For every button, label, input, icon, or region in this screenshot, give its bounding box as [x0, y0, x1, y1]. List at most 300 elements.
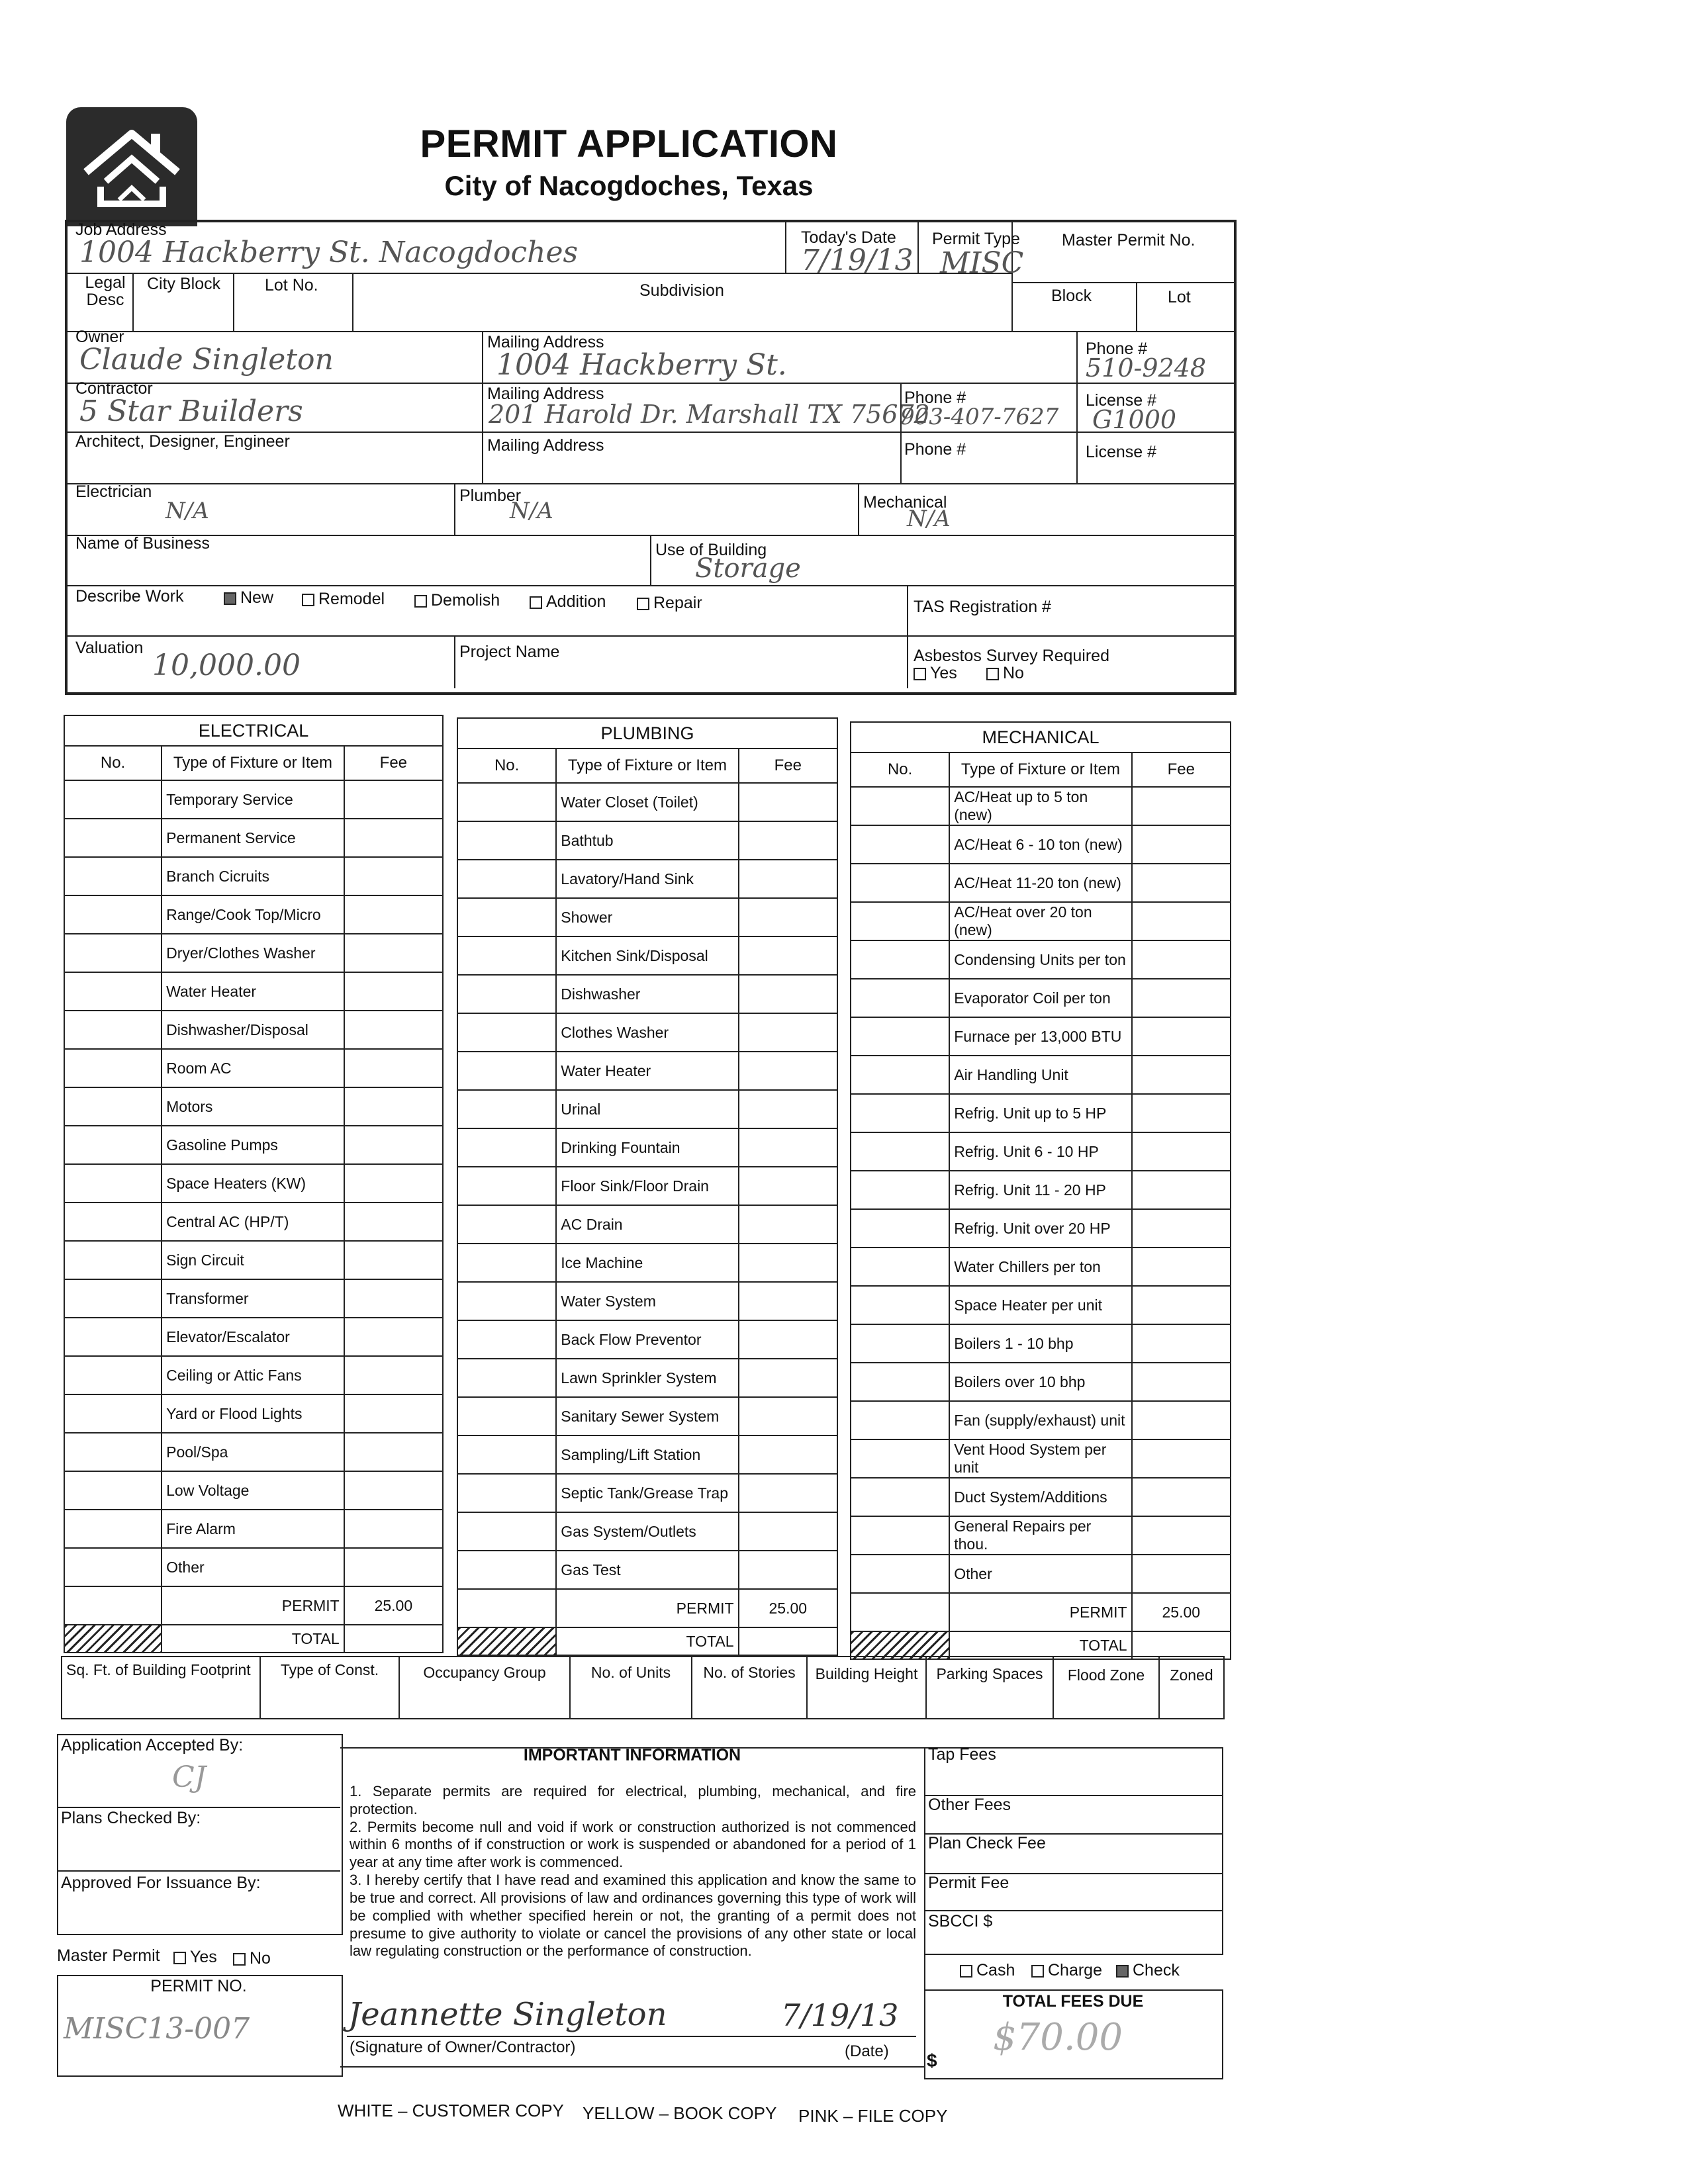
fee-cell[interactable] [344, 1471, 443, 1510]
fixture-item: Gas System/Outlets [556, 1512, 738, 1551]
table-row [457, 1282, 837, 1320]
quantity-cell[interactable] [851, 1094, 949, 1132]
fixture-item: Other [162, 1548, 344, 1586]
quantity-cell[interactable] [457, 1128, 556, 1167]
building-height-cell[interactable]: Building Height [808, 1657, 927, 1718]
col-type-header: Type of Fixture or Item [162, 746, 344, 780]
fixture-item: Dryer/Clothes Washer [162, 934, 344, 972]
quantity-cell[interactable] [851, 787, 949, 825]
total-fees-value[interactable]: $70.00 [993, 2016, 1123, 2059]
quantity-cell[interactable] [457, 1282, 556, 1320]
fee-cell[interactable] [1132, 864, 1231, 902]
approved-for-issuance-label: Approved For Issuance By: [61, 1874, 261, 1892]
fixture-item: Urinal [556, 1090, 738, 1128]
fixture-item: Boilers over 10 bhp [949, 1363, 1131, 1401]
fee-cell[interactable] [739, 1435, 837, 1474]
quantity-cell[interactable] [457, 1474, 556, 1512]
fixture-item: Water Closet (Toilet) [556, 783, 738, 821]
fee-cell[interactable] [344, 1279, 443, 1318]
quantity-cell[interactable] [457, 1013, 556, 1052]
fixture-item: Sign Circuit [162, 1241, 344, 1279]
work-remodel-checkbox[interactable] [302, 594, 314, 606]
fee-cell[interactable] [344, 1049, 443, 1087]
table-title: PLUMBING [457, 718, 837, 749]
signature-label: (Signature of Owner/Contractor) [350, 2038, 576, 2056]
permit-label: PERMIT [162, 1586, 344, 1625]
table-row [851, 1171, 1231, 1209]
fixture-item: Lawn Sprinkler System [556, 1359, 738, 1397]
contractor-value[interactable]: 5 Star Builders [79, 394, 303, 428]
fee-cell[interactable] [1132, 979, 1231, 1017]
fee-cell[interactable] [344, 1087, 443, 1126]
quantity-cell[interactable] [851, 1017, 949, 1056]
col-no-header: No. [64, 746, 162, 780]
total-label: TOTAL [949, 1631, 1131, 1659]
table-row [64, 1548, 443, 1586]
fee-cell[interactable] [739, 1090, 837, 1128]
work-addition-option[interactable]: Addition [530, 593, 606, 610]
fixture-item: Air Handling Unit [949, 1056, 1131, 1094]
table-row [851, 787, 1231, 825]
quantity-cell[interactable] [851, 825, 949, 864]
col-type-header: Type of Fixture or Item [949, 752, 1131, 787]
plumber-value[interactable]: N/A [510, 498, 553, 524]
quantity-cell[interactable] [64, 1087, 162, 1126]
fee-cell[interactable] [1132, 1401, 1231, 1439]
table-row [64, 1356, 443, 1394]
quantity-cell[interactable] [457, 1551, 556, 1589]
master-permit-yes-option[interactable]: Yes [173, 1948, 217, 1966]
white-copy-label: WHITE – CUSTOMER COPY [338, 2101, 564, 2120]
quantity-cell[interactable] [64, 1011, 162, 1049]
quantity-cell[interactable] [851, 1363, 949, 1401]
quantity-cell[interactable] [64, 1433, 162, 1471]
check-checkbox[interactable] [1116, 1965, 1129, 1978]
asbestos-no-option[interactable]: No [986, 664, 1024, 682]
table-row [457, 1320, 837, 1359]
fixture-item: Refrig. Unit 6 - 10 HP [949, 1132, 1131, 1171]
table-title: ELECTRICAL [64, 715, 443, 746]
quantity-cell[interactable] [64, 819, 162, 857]
table-row [457, 1205, 837, 1244]
electrician-value[interactable]: N/A [165, 498, 209, 524]
fixture-item: Water Heater [162, 972, 344, 1011]
table-row [851, 902, 1231, 940]
cash-checkbox[interactable] [960, 1965, 972, 1978]
fixture-item: Elevator/Escalator [162, 1318, 344, 1356]
permit-type-value[interactable]: MISC [940, 246, 1024, 280]
info-paragraph-1: 1. Separate permits are required for electrical, plumbing, mechanical, and fire protection. [350, 1783, 916, 1817]
quantity-cell[interactable] [457, 898, 556, 936]
hatched-cell [64, 1625, 162, 1653]
payment-check-option[interactable]: Check [1116, 1962, 1180, 1979]
contractor-phone-label: Phone # [904, 388, 966, 407]
fee-cell[interactable] [1132, 1555, 1231, 1593]
quantity-cell[interactable] [64, 1356, 162, 1394]
mechanical-value[interactable]: N/A [907, 506, 951, 532]
table-row [851, 1516, 1231, 1555]
master-permit-label: Master Permit [57, 1946, 160, 1965]
sq-ft-cell[interactable]: Sq. Ft. of Building Footprint [62, 1657, 261, 1718]
quantity-cell[interactable] [64, 1394, 162, 1433]
fee-cell[interactable] [1132, 940, 1231, 979]
work-repair-checkbox[interactable] [637, 598, 649, 610]
total-label: TOTAL [162, 1625, 344, 1653]
total-fee-cell[interactable] [344, 1625, 443, 1653]
quantity-cell[interactable] [851, 1056, 949, 1094]
city-logo [66, 107, 197, 226]
city-block-label: City Block [147, 275, 221, 293]
fee-cell[interactable] [1132, 1094, 1231, 1132]
table-row [851, 1324, 1231, 1363]
quantity-cell[interactable] [851, 902, 949, 940]
table-row [457, 1359, 837, 1397]
fee-cell[interactable] [739, 1397, 837, 1435]
table-row [64, 1241, 443, 1279]
total-fee-cell[interactable] [739, 1627, 837, 1655]
fee-cell[interactable] [344, 934, 443, 972]
fee-cell[interactable] [344, 1510, 443, 1548]
job-address-label: Job Address [75, 220, 167, 239]
fee-cell[interactable] [1132, 1439, 1231, 1478]
fee-cell[interactable] [344, 1126, 443, 1164]
table-title: MECHANICAL [851, 722, 1231, 752]
table-row [851, 1439, 1231, 1478]
contractor-label: Contractor [75, 379, 153, 398]
quantity-cell[interactable] [457, 975, 556, 1013]
electrical-table [64, 715, 444, 1653]
table-row [64, 1471, 443, 1510]
quantity-cell[interactable] [851, 1516, 949, 1555]
table-row [64, 1011, 443, 1049]
owner-phone-value[interactable]: 510-9248 [1086, 353, 1207, 383]
quantity-cell[interactable] [64, 1126, 162, 1164]
fixture-item: Temporary Service [162, 780, 344, 819]
quantity-cell[interactable] [851, 1324, 949, 1363]
work-remodel-option[interactable]: Remodel [302, 590, 385, 608]
quantity-cell[interactable] [457, 1244, 556, 1282]
fixture-item: Fan (supply/exhaust) unit [949, 1401, 1131, 1439]
info-paragraph-3: 3. I hereby certify that I have read and examined this application and know the same to be true and correct. All provisions of law and ordinances governing this type of work will be complied with whether specified herein or not, the granting of a permit does not presume to give authority to violate or cancel the provisions of any other state or local law regulating construction or the performance of construction. [350, 1872, 916, 1960]
page-subtitle: City of Nacogdoches, Texas [444, 170, 814, 201]
table-row [64, 1203, 443, 1241]
plumber-label: Plumber [459, 486, 522, 505]
owner-value[interactable]: Claude Singleton [79, 343, 334, 377]
contractor-license-label: License # [1086, 391, 1157, 410]
occupancy-group-cell[interactable]: Occupancy Group [400, 1657, 571, 1718]
todays-date-value[interactable]: 7/19/13 [801, 244, 914, 277]
quantity-cell[interactable] [851, 1132, 949, 1171]
quantity-cell[interactable] [851, 1401, 949, 1439]
fee-cell[interactable] [739, 1551, 837, 1589]
fee-cell[interactable] [739, 860, 837, 898]
tas-registration-label: TAS Registration # [914, 598, 1051, 616]
charge-checkbox[interactable] [1031, 1965, 1044, 1978]
quantity-cell[interactable] [457, 1397, 556, 1435]
fee-cell[interactable] [344, 1011, 443, 1049]
fee-cell[interactable] [344, 857, 443, 895]
table-row [64, 1049, 443, 1087]
fixture-item: Bathtub [556, 821, 738, 860]
flood-zone-cell[interactable]: Flood Zone [1054, 1657, 1160, 1718]
quantity-cell[interactable] [457, 1320, 556, 1359]
project-name-label: Project Name [459, 643, 560, 661]
work-addition-checkbox[interactable] [530, 596, 542, 609]
table-row [457, 1397, 837, 1435]
fee-cell[interactable] [1132, 1056, 1231, 1094]
asbestos-no-checkbox[interactable] [986, 668, 999, 680]
work-new-checkbox[interactable] [224, 592, 236, 605]
quantity-cell[interactable] [457, 1052, 556, 1090]
quantity-cell[interactable] [457, 936, 556, 975]
fee-cell[interactable] [1132, 1516, 1231, 1555]
fixture-item: Water Chillers per ton [949, 1248, 1131, 1286]
table-row [851, 864, 1231, 902]
fee-cell[interactable] [739, 1052, 837, 1090]
fixture-item: Condensing Units per ton [949, 940, 1131, 979]
permit-type-label: Permit Type [932, 230, 1020, 248]
fee-cell[interactable] [344, 1241, 443, 1279]
quantity-cell[interactable] [851, 979, 949, 1017]
fee-cell[interactable] [739, 1244, 837, 1282]
fixture-item: Water Heater [556, 1052, 738, 1090]
owner-phone-label: Phone # [1086, 340, 1148, 358]
quantity-cell[interactable] [64, 934, 162, 972]
payment-charge-option[interactable]: Charge [1031, 1962, 1102, 1979]
payment-cash-option[interactable]: Cash [960, 1962, 1015, 1979]
signature-date[interactable]: 7/19/13 [781, 1997, 899, 2033]
accepted-by-value[interactable]: CJ [172, 1760, 207, 1794]
quantity-cell[interactable] [851, 864, 949, 902]
fixture-item: Refrig. Unit 11 - 20 HP [949, 1171, 1131, 1209]
fee-cell[interactable] [344, 972, 443, 1011]
fee-cell[interactable] [1132, 787, 1231, 825]
quantity-cell[interactable] [64, 1510, 162, 1548]
plumbing-table [457, 717, 838, 1656]
quantity-cell[interactable] [64, 1471, 162, 1510]
fixture-item: Other [949, 1555, 1131, 1593]
dollar-sign: $ [927, 2050, 937, 2071]
fee-cell[interactable] [739, 1474, 837, 1512]
fee-cell[interactable] [739, 821, 837, 860]
zoned-cell[interactable]: Zoned [1170, 1666, 1213, 1684]
quantity-cell[interactable] [64, 895, 162, 934]
owner-mailing-value[interactable]: 1004 Hackberry St. [496, 348, 787, 382]
fee-cell[interactable] [739, 1128, 837, 1167]
fixture-item: Range/Cook Top/Micro [162, 895, 344, 934]
quantity-cell[interactable] [851, 1478, 949, 1516]
fee-cell[interactable] [739, 1167, 837, 1205]
mechanical-table [850, 721, 1231, 1660]
fee-cell[interactable] [1132, 1248, 1231, 1286]
quantity-cell[interactable] [64, 1318, 162, 1356]
yellow-copy-label: YELLOW – BOOK COPY [583, 2103, 777, 2123]
quantity-cell[interactable] [851, 1209, 949, 1248]
quantity-cell[interactable] [64, 972, 162, 1011]
parking-spaces-cell[interactable]: Parking Spaces [927, 1657, 1054, 1718]
master-permit-yes-checkbox[interactable] [173, 1952, 186, 1964]
fixture-item: Ice Machine [556, 1244, 738, 1282]
use-of-building-label: Use of Building [655, 541, 767, 559]
type-of-const-cell[interactable]: Type of Const. [261, 1657, 400, 1718]
work-new-option[interactable]: New [224, 589, 273, 606]
table-row [457, 1244, 837, 1282]
quantity-cell[interactable] [457, 821, 556, 860]
quantity-cell[interactable] [64, 1548, 162, 1586]
quantity-cell[interactable] [851, 1555, 949, 1593]
total-fee-cell[interactable] [1132, 1631, 1231, 1659]
permit-no-value[interactable]: MISC13-007 [64, 2012, 250, 2046]
fee-cell[interactable] [1132, 1286, 1231, 1324]
quantity-cell[interactable] [851, 940, 949, 979]
fixture-item: Space Heaters (KW) [162, 1164, 344, 1203]
table-row [64, 1510, 443, 1548]
no-of-stories-cell[interactable]: No. of Stories [692, 1657, 808, 1718]
quantity-cell[interactable] [457, 1359, 556, 1397]
fee-cell[interactable] [344, 1203, 443, 1241]
quantity-cell[interactable] [457, 1205, 556, 1244]
quantity-cell[interactable] [64, 780, 162, 819]
permit-fee-value[interactable]: 25.00 [739, 1589, 837, 1627]
no-of-units-cell[interactable]: No. of Units [571, 1657, 692, 1718]
fee-cell[interactable] [1132, 1209, 1231, 1248]
fixture-item: General Repairs per thou. [949, 1516, 1131, 1555]
fee-cell[interactable] [1132, 1017, 1231, 1056]
table-row [851, 1094, 1231, 1132]
table-row [457, 975, 837, 1013]
fixture-item: Furnace per 13,000 BTU [949, 1017, 1131, 1056]
quantity-cell[interactable] [457, 860, 556, 898]
fee-cell[interactable] [739, 898, 837, 936]
fee-cell[interactable] [344, 1433, 443, 1471]
table-row [851, 979, 1231, 1017]
contractor-phone-value[interactable]: 903-407-7627 [900, 404, 1059, 430]
fee-cell[interactable] [739, 783, 837, 821]
fee-cell[interactable] [344, 895, 443, 934]
quantity-cell[interactable] [851, 1286, 949, 1324]
quantity-cell[interactable] [64, 1049, 162, 1087]
quantity-cell[interactable] [457, 783, 556, 821]
fee-cell[interactable] [1132, 1171, 1231, 1209]
fee-cell[interactable] [1132, 1324, 1231, 1363]
fee-cell[interactable] [739, 936, 837, 975]
quantity-cell[interactable] [457, 1512, 556, 1551]
fee-cell[interactable] [739, 1320, 837, 1359]
quantity-cell[interactable] [457, 1167, 556, 1205]
quantity-cell[interactable] [64, 1279, 162, 1318]
table-row [457, 783, 837, 821]
master-permit-no-checkbox[interactable] [233, 1953, 246, 1966]
asbestos-yes-option[interactable]: Yes [914, 664, 957, 682]
house-icon [66, 107, 197, 226]
quantity-cell[interactable] [64, 1164, 162, 1203]
form-title [397, 122, 861, 202]
table-row [64, 1087, 443, 1126]
building-info-row [61, 1656, 1225, 1719]
table-row [851, 825, 1231, 864]
table-row [851, 1056, 1231, 1094]
table-row [851, 1286, 1231, 1324]
job-address-value[interactable]: 1004 Hackberry St. Nacogdoches [79, 236, 579, 269]
quantity-cell[interactable] [851, 1248, 949, 1286]
table-row [851, 1401, 1231, 1439]
table-row [457, 1167, 837, 1205]
fee-cell[interactable] [344, 1164, 443, 1203]
fee-cell[interactable] [739, 1282, 837, 1320]
fee-cell[interactable] [344, 1548, 443, 1586]
quantity-cell[interactable] [851, 1439, 949, 1478]
fixture-item: Ceiling or Attic Fans [162, 1356, 344, 1394]
fixture-item: Gasoline Pumps [162, 1126, 344, 1164]
asbestos-yes-checkbox[interactable] [914, 668, 926, 680]
todays-date-label: Today's Date [801, 228, 896, 247]
fee-cell[interactable] [344, 819, 443, 857]
fee-cell[interactable] [1132, 1363, 1231, 1401]
fee-cell[interactable] [739, 1359, 837, 1397]
owner-signature[interactable]: Jeannette Singleton [348, 1996, 667, 2033]
contractor-license-value[interactable]: G1000 [1092, 405, 1177, 434]
fee-cell[interactable] [344, 1318, 443, 1356]
fee-cell[interactable] [1132, 1132, 1231, 1171]
fixture-item: Sampling/Lift Station [556, 1435, 738, 1474]
fixture-item: Space Heater per unit [949, 1286, 1131, 1324]
fee-cell[interactable] [1132, 1478, 1231, 1516]
fixture-item: Dishwasher/Disposal [162, 1011, 344, 1049]
work-demolish-option[interactable]: Demolish [414, 592, 500, 609]
quantity-cell[interactable] [64, 1203, 162, 1241]
asbestos-label: Asbestos Survey Required [914, 647, 1109, 665]
use-of-building-value[interactable]: Storage [695, 553, 801, 584]
table-row [457, 1052, 837, 1090]
permit-fee-value[interactable]: 25.00 [344, 1586, 443, 1625]
contractor-mailing-value[interactable]: 201 Harold Dr. Marshall TX 75672 [489, 400, 930, 429]
valuation-value[interactable]: 10,000.00 [152, 649, 301, 682]
quantity-cell[interactable] [64, 1241, 162, 1279]
fee-cell[interactable] [739, 1013, 837, 1052]
fee-cell[interactable] [344, 780, 443, 819]
table-row [851, 1555, 1231, 1593]
fee-cell[interactable] [344, 1356, 443, 1394]
table-row [64, 934, 443, 972]
fee-cell[interactable] [344, 1394, 443, 1433]
legal-desc-label: Legal Desc [85, 273, 126, 310]
work-repair-option[interactable]: Repair [637, 594, 702, 612]
quantity-cell[interactable] [851, 1171, 949, 1209]
master-permit-no-option[interactable]: No [233, 1950, 271, 1967]
quantity-cell[interactable] [64, 857, 162, 895]
table-row [64, 857, 443, 895]
permit-fee-value[interactable]: 25.00 [1132, 1593, 1231, 1631]
fixture-item: Motors [162, 1087, 344, 1126]
fee-cell[interactable] [739, 1512, 837, 1551]
table-row [64, 1394, 443, 1433]
fee-cell[interactable] [739, 1205, 837, 1244]
work-demolish-checkbox[interactable] [414, 595, 427, 608]
describe-work-label: Describe Work [75, 587, 184, 606]
fixture-item: Clothes Washer [556, 1013, 738, 1052]
quantity-cell[interactable] [457, 1435, 556, 1474]
fee-cell[interactable] [1132, 825, 1231, 864]
lot-label: Lot [1168, 288, 1191, 306]
architect-license-label: License # [1086, 443, 1157, 461]
fee-cell[interactable] [1132, 902, 1231, 940]
permit-row [851, 1593, 1231, 1631]
fixture-item: AC/Heat over 20 ton (new) [949, 902, 1131, 940]
quantity-cell[interactable] [457, 1090, 556, 1128]
master-permit-label: Master Permit No. [1062, 231, 1196, 250]
fee-cell[interactable] [739, 975, 837, 1013]
fixture-item: Sanitary Sewer System [556, 1397, 738, 1435]
